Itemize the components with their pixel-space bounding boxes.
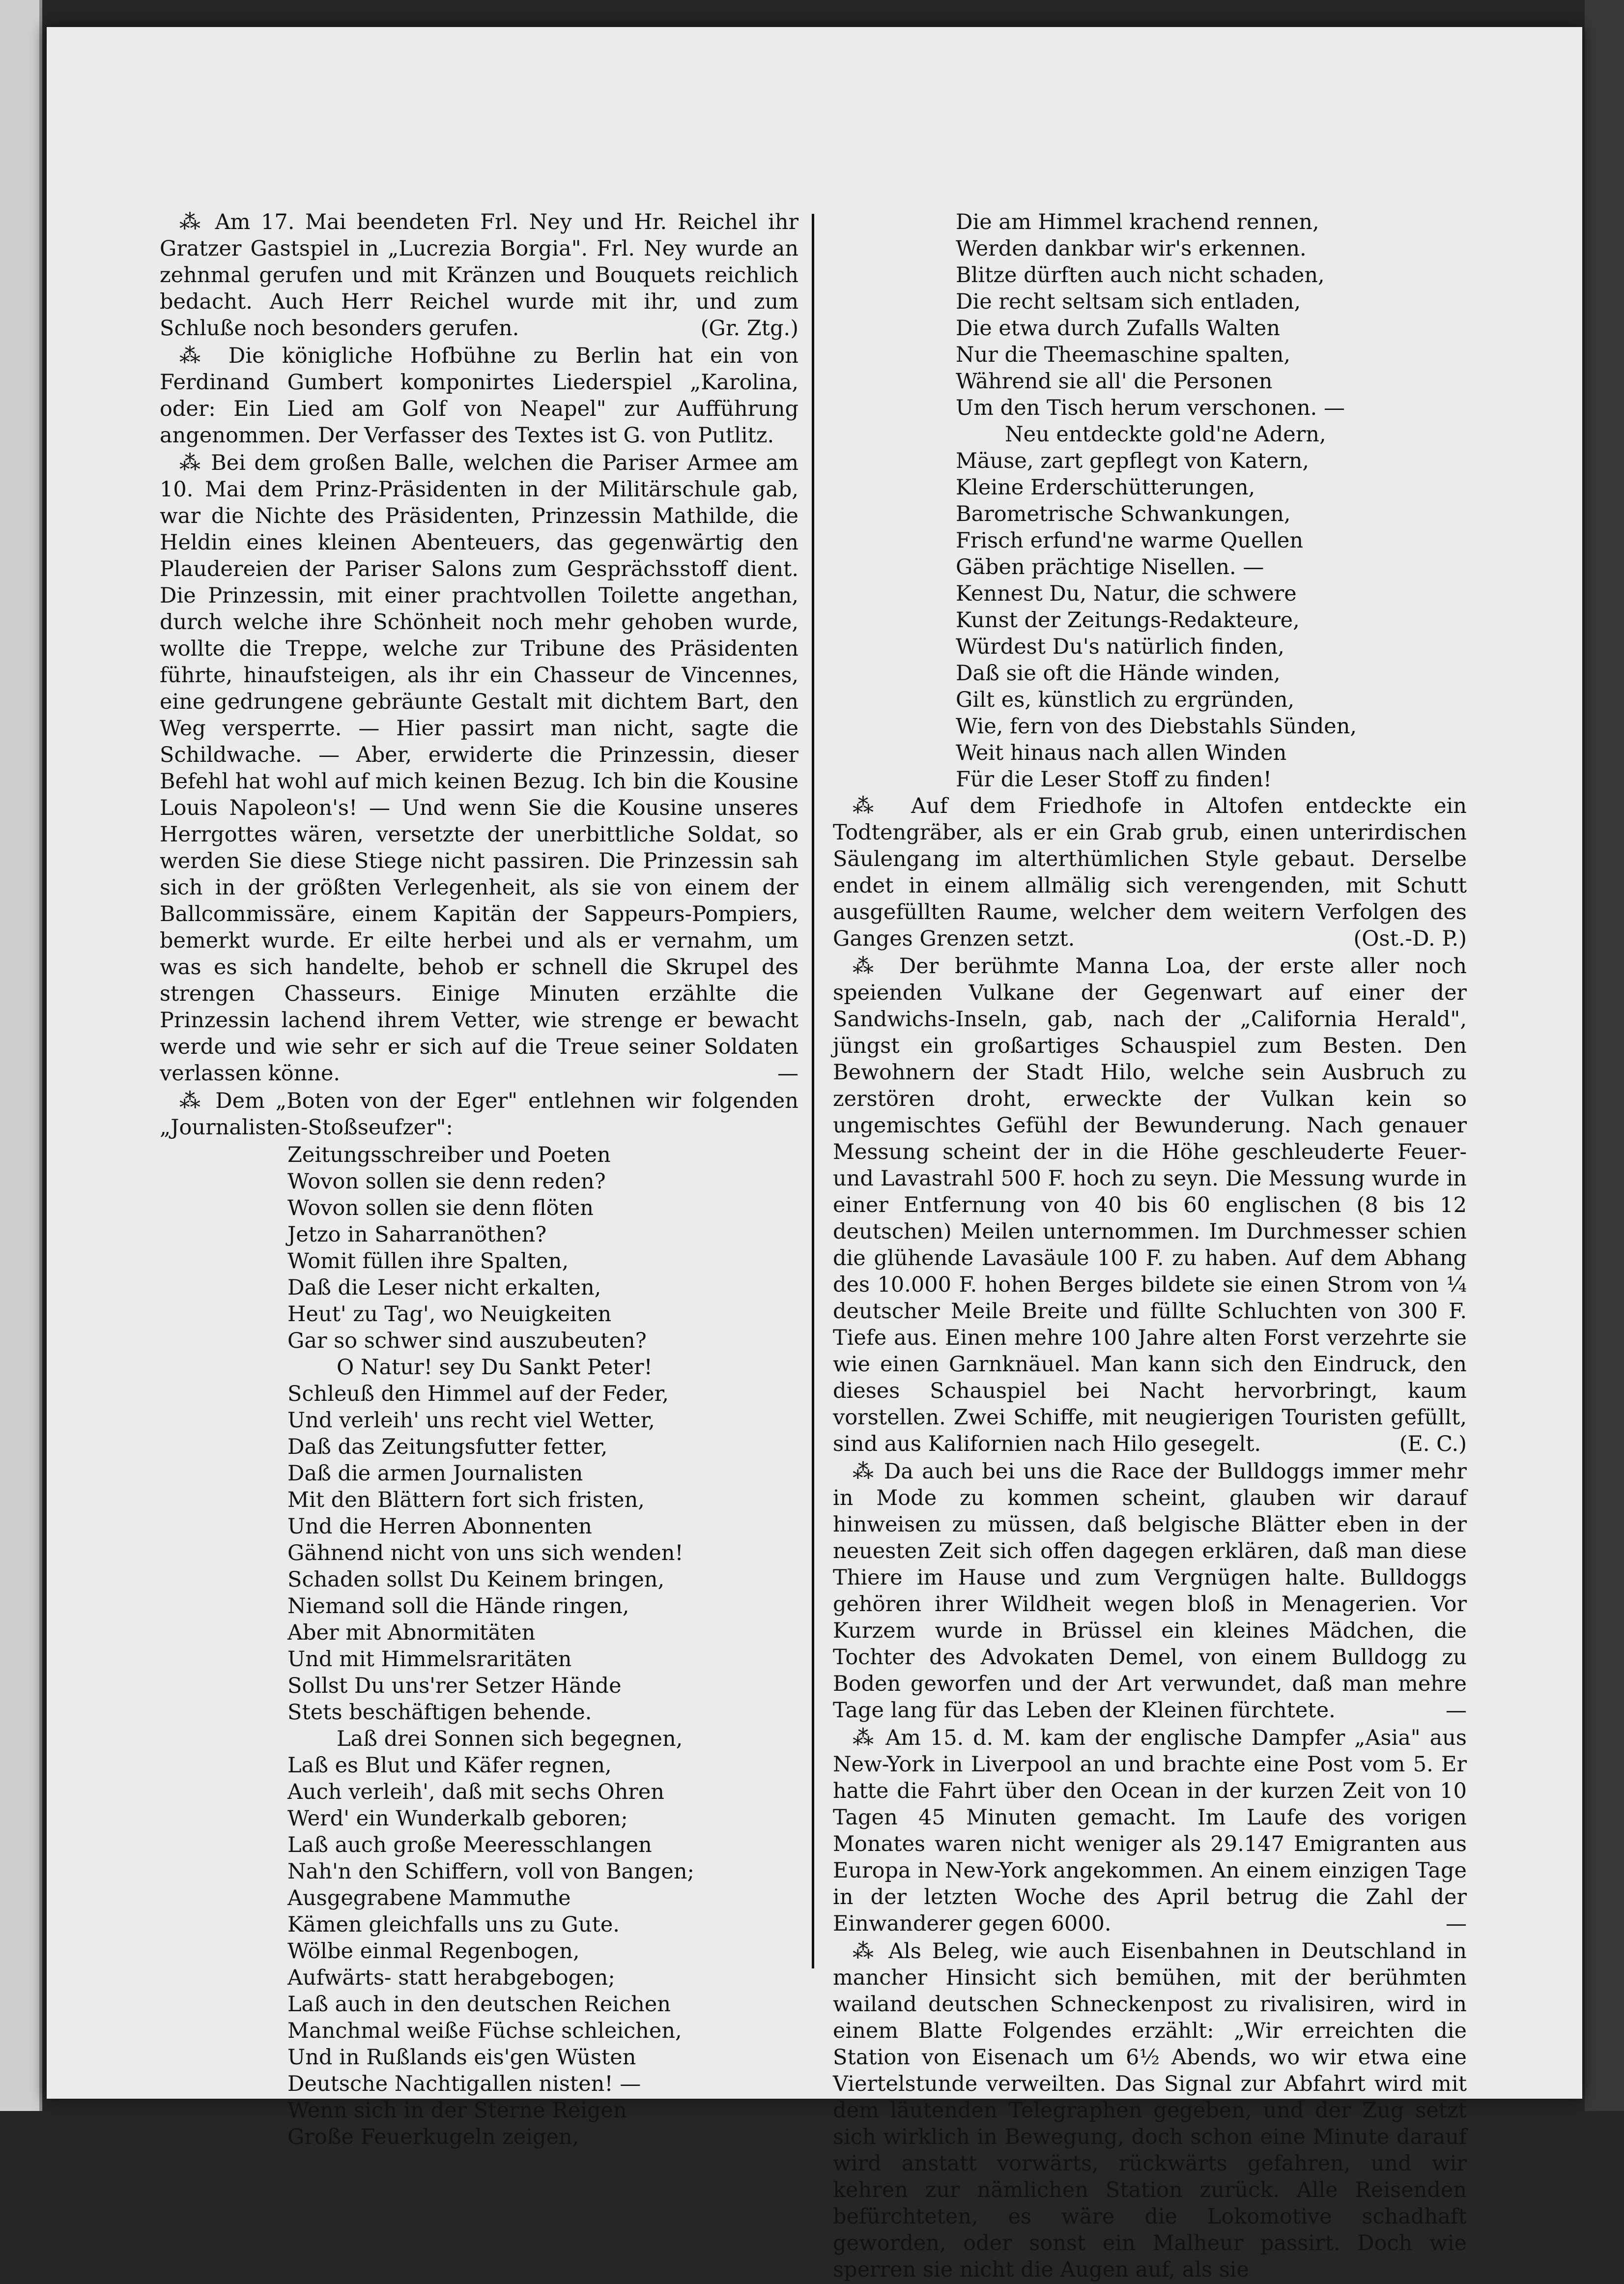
poem-line: Große Feuerkugeln zeigen, (287, 2125, 579, 2149)
article-end-dash: — (1446, 1698, 1467, 1723)
newspaper-page (47, 27, 1582, 2282)
poem-line: Daß die armen Journalisten (287, 1461, 583, 1486)
poem-stanza-head: O Natur! sey Du Sankt Peter! (337, 1355, 653, 1380)
poem-line: Laß auch große Meeresschlangen (287, 1833, 652, 1857)
poem-line: Und in Rußlands eis'gen Wüsten (287, 2045, 636, 2070)
poem-stanza-1 (287, 1142, 798, 1354)
poem-stanza-head: Neu entdeckte gold'ne Adern, (1005, 422, 1326, 447)
right-column (833, 209, 1467, 2284)
poem-line: Wovon sollen sie denn reden? (287, 1169, 606, 1194)
poem-line: Daß sie oft die Hände winden, (956, 661, 1281, 686)
poem-line: Laß auch in den deutschen Reichen (287, 1992, 671, 2017)
article-end-dash: — (1446, 1911, 1467, 1936)
poem-line: Mäuse, zart gepflegt von Katern, (956, 449, 1310, 473)
article-railway-eisenach: ⁂ Als Beleg, wie auch Eisenbahnen in Deutschland in mancher Hinsicht sich bemühen, mit der berühmten wailand deutschen Schneckenpost zu rivalisiren, wird in einem Blatte Folgendes erzählt: „Wir erreichten die Station von Eisenach um 6½ Abends, wo wir etwa eine Viertelstunde verweilten. Das Signal zur Abfahrt wird mit dem läutenden Telegraphen gegeben, und der Zug setzt sich wirklich in Bewegung, doch schon eine Minute darauf wird anstatt vorwärts, rückwärts gefahren, und wir kehren zur nämlichen Station zurück. Alle Reisenden befürchteten, es wäre die Lokomotive schadhaft geworden, oder sonst ein Malheur passirt. Doch wie sperren sie nicht die Augen auf, als sie (833, 1939, 1467, 2282)
poem-line: Barometrische Schwankungen, (956, 502, 1291, 526)
left-column (160, 209, 798, 2150)
poem-line: Gar so schwer sind auszubeuten? (287, 1329, 647, 1353)
poem-line: Schleuß den Himmel auf der Feder, (287, 1382, 669, 1406)
article-steamer-asia: ⁂ Am 15. d. M. kam der englische Dampfer „Asia" aus New-York in Liverpool an und brachte eine Post vom 5. Er hatte die Fahrt über den Ocean in der kurzen Zeit von 10 Tagen 45 Minuten gemacht. Im Laufe des vorigen Monates waren nicht weniger als 29.147 Emigranten aus Europa in New-York angekommen. An einem einzigen Tage in der letzten Woche des April betrug die Zahl der Einwanderer gegen 6000. — (833, 1726, 1467, 1936)
article-paris-ball: ⁂ Bei dem großen Balle, welchen die Pariser Armee am 10. Mai dem Prinz-Präsidenten in der Militärschule gab, war die Nichte des Präsidenten, Prinzessin Mathilde, die Heldin eines kleinen Abenteuers, das gegenwärtig den Plaudereien der Pariser Salons zum Gesprächsstoff dient. Die Prinzessin, mit einer prachtvollen Toilette angethan, durch welche ihre Schönheit noch mehr gehoben wurde, wollte die Treppe, welche zur Tribune des Präsidenten führte, hinaufsteigen, als ihr ein Chasseur de Vincennes, eine gedrungene gebräunte Gestalt mit dichtem Bart, den Weg versperrte. — Hier passirt man nicht, sagte die Schildwache. — Aber, erwiderte die Prinzessin, dieser Befehl hat wohl auf mich keinen Bezug. Ich bin die Kousine Louis Napoleon's! — Und wenn Sie die Kousine unseres Herrgottes wären, versetzte der unerbittliche Soldat, so werden Sie diese Stiege nicht passiren. Die Prinzessin sah sich in der größten Verlegenheit, als sie von einem der Ballcommissäre, einem Kapitän der Sappeurs-Pompiers, bemerkt wurde. Er eilte herbei und als er vernahm, um was es sich handelte, behob er schnell die Skrupel des strengen Chasseurs. Einige Minuten erzählte die Prinzessin lachend ihrem Vetter, wie strenge er bewacht werde und wie sehr er sich auf die Treue seiner Soldaten verlassen könne. — (160, 451, 798, 1086)
poem-line: Blitze dürften auch nicht schaden, (956, 263, 1325, 288)
article-berlin-court-stage: ⁂ Die königliche Hofbühne zu Berlin hat ein von Ferdinand Gumbert komponirtes Liederspiel „Karolina, oder: Ein Lied am Golf von Neapel" zur Aufführung angenommen. Der Verfasser des Textes ist G. von Putlitz. (160, 344, 798, 448)
article-end-dash: — (777, 1061, 798, 1086)
poem-line: Schaden sollst Du Keinem bringen, (287, 1567, 665, 1592)
source-tag: (Ost.-D. P.) (1353, 926, 1467, 951)
poem-line: Kennest Du, Natur, die schwere (956, 581, 1297, 606)
poem-line: Heut' zu Tag', wo Neuigkeiten (287, 1302, 612, 1327)
poem-stanza-2 (287, 1354, 798, 1726)
poem-line: Nur die Theemaschine spalten, (956, 343, 1291, 367)
poem-line: Werd' ein Wunderkalb geboren; (287, 1806, 628, 1831)
poem-line: Und mit Himmelsraritäten (287, 1647, 572, 1672)
poem-line: Und verleih' uns recht viel Wetter, (287, 1408, 655, 1433)
poem-line: Gilt es, künstlich zu ergründen, (956, 688, 1295, 712)
poem-line: Daß die Leser nicht erkalten, (287, 1275, 601, 1300)
article-gratz-guest-play: ⁂ Am 17. Mai beendeten Frl. Ney und Hr. Reichel ihr Gratzer Gastspiel in „Lucrezia Borgia". Frl. Ney wurde an zehnmal gerufen und mit Kränzen und Bouquets reichlich bedacht. Auch Herr Reichel wurde mit ihr, und zum Schluße noch besonders gerufen. (Gr. Ztg.) (160, 210, 798, 341)
poem-line: Kämen gleichfalls uns zu Gute. (287, 1912, 620, 1937)
poem-stanza-4 (956, 209, 1467, 421)
poem-line: Die etwa durch Zufalls Walten (956, 316, 1281, 341)
poem-line: Mit den Blättern fort sich fristen, (287, 1488, 645, 1512)
poem-line: Die recht seltsam sich entladen, (956, 289, 1301, 314)
poem-line: Gäben prächtige Nisellen. — (956, 555, 1264, 579)
poem-line: Sollst Du uns'rer Setzer Hände (287, 1674, 622, 1698)
source-tag: (E. C.) (1399, 1432, 1467, 1456)
poem-line: Die am Himmel krachend rennen, (956, 210, 1319, 234)
article-altofen-cemetery: ⁂ Auf dem Friedhofe in Altofen entdeckte ein Todtengräber, als er ein Grab grub, einen unterirdischen Säulengang im alterthümlichen Style gebaut. Derselbe endet in einem allmälig sich verengenden, mit Schutt ausgefüllten Raume, welcher dem weitern Verfolgen des Ganges Grenzen setzt. (Ost.-D. P.) (833, 794, 1467, 951)
poem-line: Jetzo in Saharranöthen? (287, 1222, 547, 1247)
poem-line: Werden dankbar wir's erkennen. (956, 236, 1307, 261)
poem-line: Aufwärts- statt herabgebogen; (287, 1966, 615, 1990)
poem-line: Und die Herren Abonnenten (287, 1514, 592, 1539)
poem-line: Stets beschäftigen behende. (287, 1700, 592, 1725)
poem-line: Würdest Du's natürlich finden, (956, 635, 1284, 659)
poem-line: Deutsche Nachtigallen nisten! — (287, 2072, 641, 2096)
poem-line: Wenn sich in der Sterne Reigen (287, 2098, 627, 2123)
poem-line: Gähnend nicht von uns sich wenden! (287, 1541, 684, 1565)
column-divider (812, 214, 814, 1968)
poem-line: Womit füllen ihre Spalten, (287, 1249, 569, 1273)
scan-right-edge (1585, 0, 1624, 2111)
poem-line: Manchmal weiße Füchse schleichen, (287, 2019, 682, 2043)
poem-line: Für die Leser Stoff zu finden! (956, 767, 1272, 792)
poem-line: Weit hinaus nach allen Winden (956, 741, 1287, 765)
source-tag: (Gr. Ztg.) (700, 316, 798, 341)
poem-line: Kleine Erderschütterungen, (956, 475, 1255, 500)
poem-stanza-3 (287, 1726, 798, 2150)
poem-line: Auch verleih', daß mit sechs Ohren (287, 1780, 664, 1804)
poem-line: Um den Tisch herum verschonen. — (956, 396, 1345, 420)
poem-stanza-head: Laß drei Sonnen sich begegnen, (337, 1727, 683, 1751)
poem-line: Kunst der Zeitungs-Redakteure, (956, 608, 1300, 633)
poem-line: Wovon sollen sie denn flöten (287, 1196, 594, 1220)
poem-line: Daß das Zeitungsfutter fetter, (287, 1435, 608, 1459)
poem-line: Ausgegrabene Mammuthe (287, 1886, 571, 1910)
poem-line: Laß es Blut und Käfer regnen, (287, 1753, 612, 1778)
poem-stanza-5 (956, 421, 1467, 793)
article-bulldoggs: ⁂ Da auch bei uns die Race der Bulldoggs immer mehr in Mode zu kommen scheint, glauben wir darauf hinweisen zu müssen, daß belgische Blätter eben in der neuesten Zeit sich offen dagegen erklären, daß man diese Thiere im Hause und zum Vergnügen halte. Bulldoggs gehören ihrer Wildheit wegen bloß in Menagerien. Vor Kurzem wurde in Brüssel ein kleines Mädchen, die Tochter des Advokaten Demel, von einem Bulldogg zu Boden geworfen und der Art verwundet, daß man mehre Tage lang für das Leben der Kleinen fürchtete. — (833, 1459, 1467, 1723)
article-manna-loa-volcano: ⁂ Der berühmte Manna Loa, der erste aller noch speienden Vulkane der Gegenwart auf einer der Sandwichs-Inseln, gab, nach der „California Herald", jüngst ein großartiges Schauspiel zum Besten. Den Bewohnern der Stadt Hilo, welche sein Ausbruch zu zerstören droht, erweckte der Vulkan kein so ungemischtes Gefühl der Bewunderung. Nach genauer Messung scheint der in die Höhe geschleuderte Feuer- und Lavastrahl 500 F. hoch zu seyn. Die Messung wurde in einer Entfernung von 40 bis 60 englischen (8 bis 12 deutschen) Meilen unternommen. Im Durchmesser schien die glühende Lavasäule 100 F. zu haben. Auf dem Abhang des 10.000 F. hohen Berges bildete sie einen Strom von ¼ deutscher Meile Breite und füllte Schluchten von 300 F. Tiefe aus. Einen mehre 100 Jahre alten Forst verzehrte sie wie einen Garnknäuel. Man kann sich den Eindruck, den dieses Schauspiel bei Nacht hervorbringt, kaum vorstellen. Zwei Schiffe, mit neugierigen Touristen gefüllt, sind aus Kalifornien nach Hilo gesegelt. (E. C.) (833, 954, 1467, 1456)
poem-line: Wie, fern von des Diebstahls Sünden, (956, 714, 1357, 739)
poem-line: Wölbe einmal Regenbogen, (287, 1939, 580, 1964)
poem-line: Nah'n den Schiffern, voll von Bangen; (287, 1859, 695, 1884)
poem-line: Aber mit Abnormitäten (287, 1620, 536, 1645)
poem-line: Niemand soll die Hände ringen, (287, 1594, 629, 1619)
poem-line: Während sie all' die Personen (956, 369, 1273, 394)
poem-line: Frisch erfund'ne warme Quellen (956, 528, 1304, 553)
article-journalist-sigh-intro: ⁂ Dem „Boten von der Eger" entlehnen wir folgenden „Journalisten-Stoßseufzer": (160, 1089, 798, 1140)
poem-line: Zeitungsschreiber und Poeten (287, 1143, 611, 1167)
scan-left-edge (0, 0, 42, 2111)
